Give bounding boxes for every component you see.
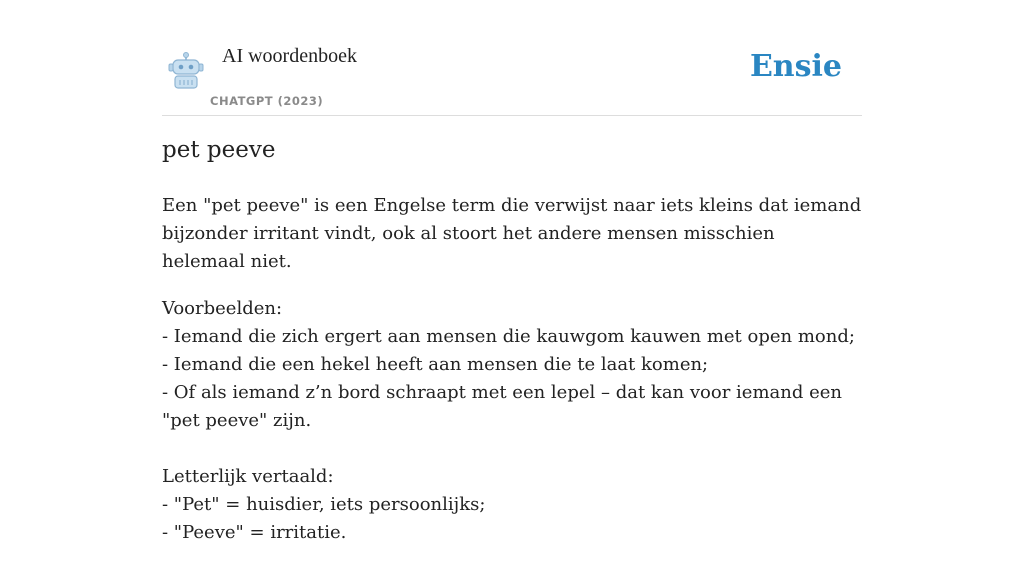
source-subtitle: CHATGPT (2023)	[210, 94, 324, 108]
example-item: - Iemand die een hekel heeft aan mensen die te laat komen;	[162, 354, 709, 375]
translation-item: - "Peeve" = irritatie.	[162, 522, 347, 543]
source-title[interactable]: AI woordenboek	[222, 45, 357, 67]
examples-heading: Voorbeelden:	[162, 298, 283, 319]
example-item: - Iemand die zich ergert aan mensen die kauwgom kauwen met open mond;	[162, 326, 855, 347]
definition-text: Een "pet peeve" is een Engelse term die verwijst naar iets kleins dat iemand bijzonder irritant vindt, ook al stoort het andere mensen misschien helemaal niet.	[162, 195, 862, 272]
ensie-logo-link[interactable]: Ensie	[749, 49, 842, 84]
entry-content	[162, 192, 862, 566]
examples-section	[162, 295, 862, 435]
source-header	[162, 38, 862, 116]
translation-heading: Letterlijk vertaald:	[162, 466, 334, 487]
entry-term: pet peeve	[162, 137, 276, 163]
translation-item: - "Pet" = huisdier, iets persoonlijks;	[162, 494, 486, 515]
robot-icon	[166, 52, 206, 90]
translation-section	[162, 463, 862, 547]
example-item: - Of als iemand z’n bord schraapt met een lepel – dat kan voor iemand een "pet peeve" zijn.	[162, 382, 842, 431]
